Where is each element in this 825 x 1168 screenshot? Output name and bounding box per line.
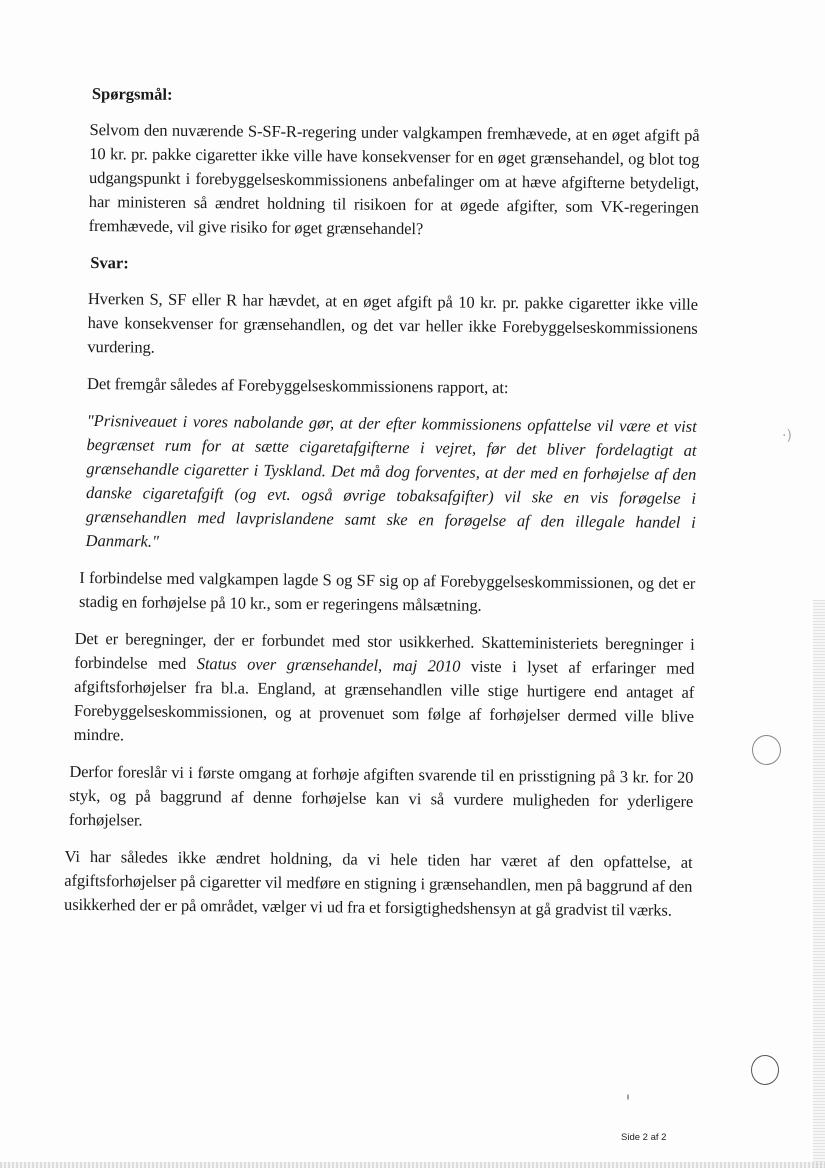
scan-edge-bottom	[0, 1162, 825, 1168]
answer-heading: Svar:	[90, 253, 129, 273]
page-number: Side 2 af 2	[621, 1132, 667, 1143]
punch-hole-mark	[751, 1055, 779, 1085]
question-text: Selvom den nuværende S-SF-R-regering under valgkampen fremhævede, at en øget afgift på 10 kr. pr. pakke cigaretter ikke ville have konsekvenser for en øget grænsehandel, og blot tog udgangspunkt i forebyggelseskommissionens anbefalinger om at hæve afgifterne betydeligt, har ministeren så ændret holdning til risikoen for at øgede afgifter, som VK-regeringen fremhævede, vil give risiko for øget grænsehandel?	[88, 119, 700, 239]
answer-paragraph-1: Hverken S, SF eller R har hævdet, at en øget afgift på 10 kr. pr. pakke cigaretter ikke ville have konsekvenser for grænsehandlen, og det var heller ikke Forebyggelseskommissionens vurdering.	[87, 288, 698, 357]
answer-paragraph-5: Derfor foreslår vi i første omgang at forhøje afgiften svarende til en prisstigning på 3 kr. for 20 styk, og på baggrund af denne forhøjelse kan vi så vurdere muligheden for yderligere forhøjelser.	[68, 761, 694, 830]
document-body	[64, 82, 700, 936]
answer-paragraph-3: I forbindelse med valgkampen lagde S og SF sig op af Forebyggelseskommissionen, og det er stadig en forhøjelse på 10 kr., som er regeringens målsætning.	[78, 567, 696, 615]
scan-edge-right	[813, 600, 825, 1168]
paragraph-4-text-start: Det er beregninger, der er forbundet med stor usikkerhed. Skatteministeriets beregninger i forbindelse med	[74, 628, 695, 674]
commission-quote: "Prisniveauet i vores nabolande gør, at der efter kommissionens opfattelse vil være et vist begrænset rum for at sætte cigaretafgifterne i vejret, før det bliver fordelagtigt at grænsehandle cigaretter i Tyskland. Det må dog forventes, at der med en forhøjelse af den danske cigaretafgift (og evt. også øvrige tobaksafgifter) vil ske en vis forøgelse i grænsehandlen med lavprislandene samt ske en forøgelse af den illegale handel i Danmark."	[85, 410, 697, 551]
answer-paragraph-6: Vi har således ikke ændret holdning, da vi hele tiden har været af den opfattelse, at afgiftsforhøjelser på cigaretter vil medføre en stigning i grænsehandlen, men på baggrund af den usikkerhed der er på området, vælger vi ud fra et forsigtighedshensyn at gå gradvist til værks.	[64, 846, 693, 920]
scan-artifact-mark: ·)	[782, 428, 792, 444]
punch-hole-mark	[752, 735, 781, 765]
answer-paragraph-2: Det fremgår således af Forebyggelseskommissionens rapport, at:	[87, 373, 509, 398]
question-heading: Spørgsmål:	[91, 84, 173, 104]
scan-speck	[627, 1094, 629, 1100]
paragraph-4-text-end: viste i lyset af erfaringer med afgiftsforhøjelser fra bl.a. England, at grænsehandlen ville stige hurtigere end antaget af Forebyggelseskommissionen, og at provenuet som følge af forhøjelser dermed ville blive mindre.	[73, 656, 695, 745]
answer-paragraph-4	[74, 627, 695, 753]
report-title: Status over grænsehandel, maj 2010	[196, 654, 461, 676]
